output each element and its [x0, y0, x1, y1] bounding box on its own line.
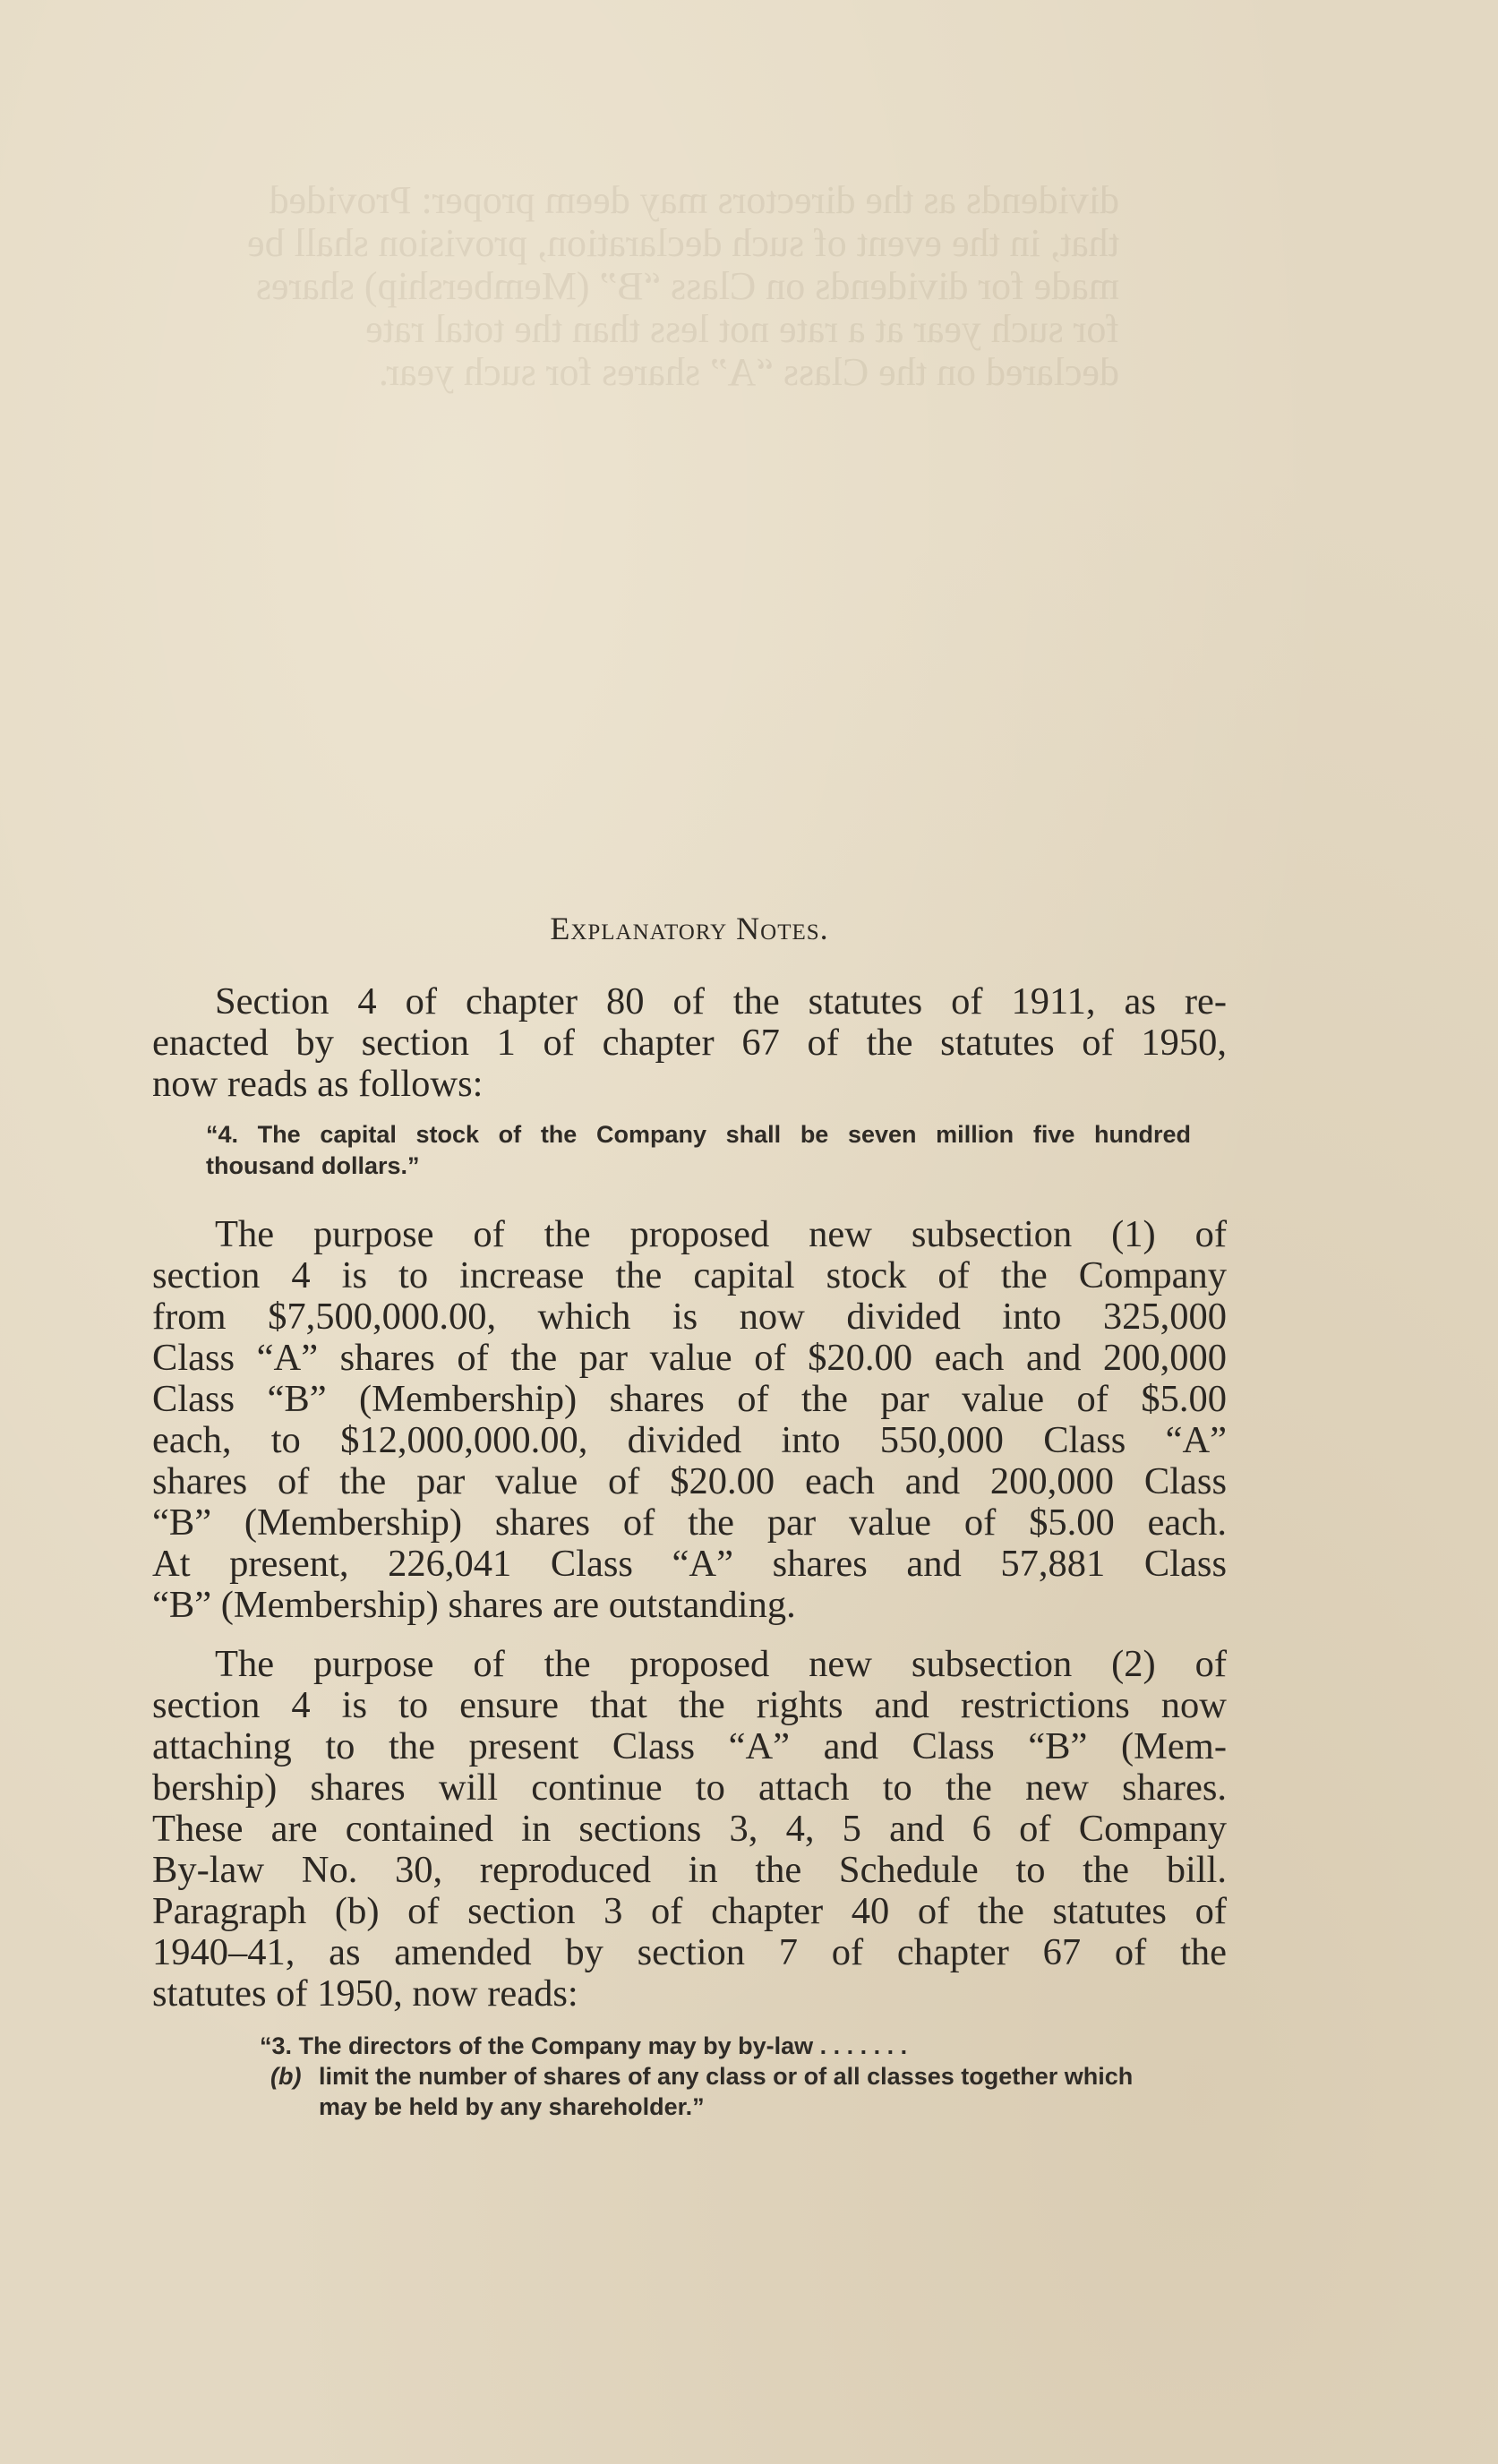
- paragraph-line: from $7,500,000.00, which is now divided into 325,000: [152, 1296, 1227, 1338]
- quoted-statute-3: [260, 2031, 1155, 2062]
- quote-line: “3. The directors of the Company may by by-law . . . . . . .: [260, 2032, 908, 2059]
- bleed-line: dividends as the directors may deem proper: Provided: [269, 178, 1119, 222]
- paragraph-line: statutes of 1950, now reads:: [152, 1972, 578, 2015]
- document-page: [152, 0, 1227, 2464]
- bleed-line: that, in the event of such declaration, provision shall be: [247, 221, 1119, 265]
- quote-line: thousand dollars.”: [206, 1152, 420, 1179]
- paragraph-line: Paragraph (b) of section 3 of chapter 40 of the statutes of: [152, 1890, 1227, 1932]
- paragraph-line: Class “A” shares of the par value of $20.00 each and 200,000: [152, 1337, 1227, 1379]
- paragraph-line: “B” (Membership) shares of the par value of $5.00 each.: [152, 1502, 1227, 1544]
- paragraph-line: At present, 226,041 Class “A” shares and 57,881 Class: [152, 1543, 1227, 1585]
- paragraph-line: Section 4 of chapter 80 of the statutes of 1911, as re-: [215, 980, 1227, 1022]
- paragraph-line: The purpose of the proposed new subsection (1) of: [215, 1213, 1227, 1255]
- paragraph-line: “B” (Membership) shares are outstanding.: [152, 1584, 796, 1626]
- paragraph-section-4: [152, 981, 1227, 1105]
- bleed-line: made for dividends on Class “B” (Membership) shares: [255, 264, 1119, 308]
- paragraph-line: each, to $12,000,000.00, divided into 550,000 Class “A”: [152, 1419, 1227, 1461]
- quote-line: limit the number of shares of any class or of all classes together which: [319, 2063, 1134, 2090]
- bleed-line: for such year at a rate not less than the total rate: [365, 307, 1119, 351]
- paragraph-subsection-1: [152, 1214, 1227, 1626]
- paragraph-line: These are contained in sections 3, 4, 5 and 6 of Company: [152, 1808, 1227, 1850]
- paragraph-line: attaching to the present Class “A” and Class “B” (Mem-: [152, 1725, 1227, 1767]
- paragraph-line: Class “B” (Membership) shares of the par value of $5.00: [152, 1378, 1227, 1420]
- page-title: Explanatory Notes.: [550, 911, 829, 946]
- paragraph-line: The purpose of the proposed new subsection (2) of: [215, 1643, 1227, 1685]
- paragraph-line: section 4 is to increase the capital stock of the Company: [152, 1254, 1227, 1296]
- quote-line: “4. The capital stock of the Company shall be seven million five hundred: [206, 1121, 1191, 1148]
- paragraph-line: shares of the par value of $20.00 each and 200,000 Class: [152, 1460, 1227, 1502]
- paragraph-line: now reads as follows:: [152, 1063, 484, 1105]
- paragraph-line: bership) shares will continue to attach to the new shares.: [152, 1767, 1227, 1809]
- paragraph-label: (b): [270, 2063, 302, 2090]
- quoted-paragraph-b: [270, 2061, 1220, 2124]
- quoted-statute-4: [206, 1119, 1191, 1182]
- paragraph-line: section 4 is to ensure that the rights and restrictions now: [152, 1684, 1227, 1726]
- paragraph-subsection-2: [152, 1644, 1227, 2015]
- bleed-line: declared on the Class “A” shares for such year.: [378, 350, 1119, 394]
- paragraph-line: 1940–41, as amended by section 7 of chapter 67 of the: [152, 1931, 1227, 1973]
- paragraph-line: enacted by section 1 of chapter 67 of the statutes of 1950,: [152, 1022, 1227, 1064]
- quote-line: may be held by any shareholder.”: [319, 2093, 705, 2120]
- paragraph-line: By-law No. 30, reproduced in the Schedule to the bill.: [152, 1849, 1227, 1891]
